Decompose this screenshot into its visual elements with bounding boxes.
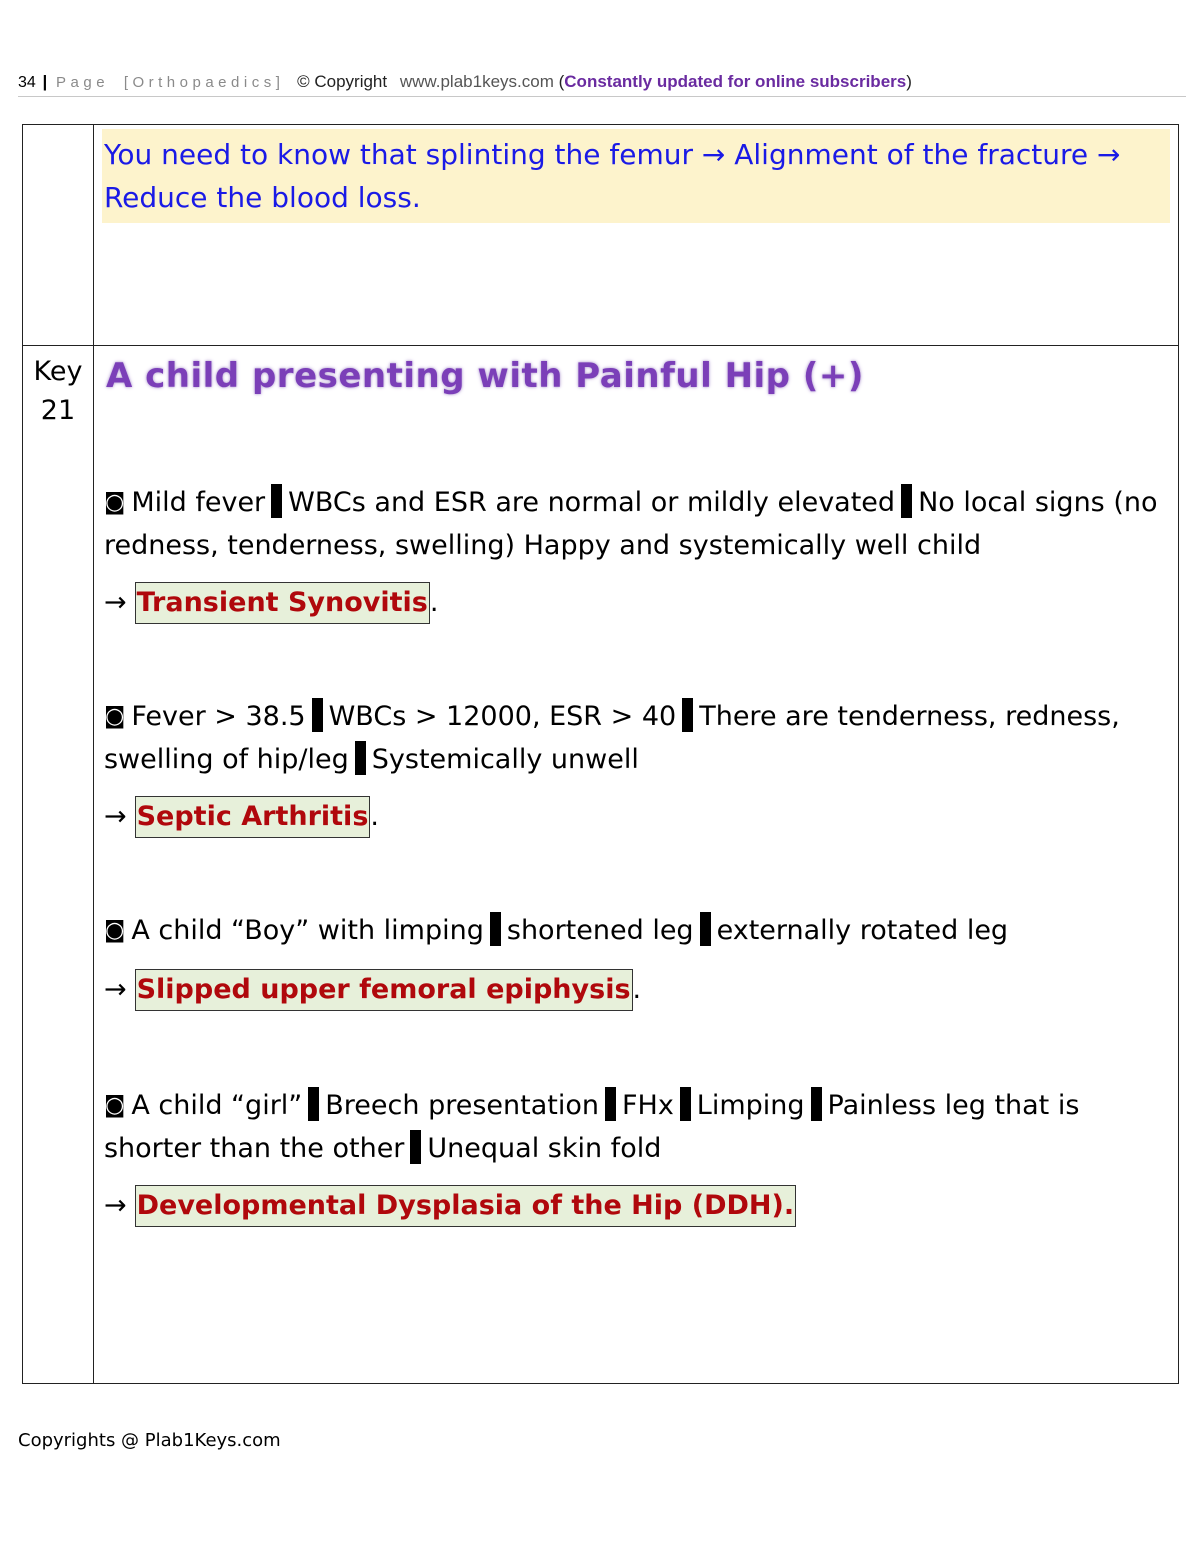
- key-cell: [23, 125, 94, 346]
- diagnosis-line: [104, 967, 1178, 1013]
- finding: Systemically unwell: [371, 744, 639, 775]
- finding: No local signs (no redness, tenderness, swelling) Happy and systemically well child: [103, 487, 1158, 561]
- finding: Mild fever: [131, 487, 266, 518]
- separator-bar-icon: [682, 698, 693, 732]
- diagnosis-suffix: .: [632, 974, 642, 1005]
- bullet-icon: ◙: [103, 1093, 126, 1118]
- separator-bar-icon: [271, 484, 282, 518]
- separator-bar-icon: [312, 698, 323, 732]
- finding: Limping: [696, 1090, 805, 1121]
- finding: Breech presentation: [325, 1090, 599, 1121]
- finding: Fever > 38.5: [131, 701, 306, 732]
- diagnosis-label: Septic Arthritis: [135, 796, 371, 838]
- arrow-right-icon: →: [103, 974, 127, 1005]
- header-separator: |: [42, 72, 48, 91]
- finding: WBCs and ESR are normal or mildly elevated: [288, 487, 896, 518]
- diagnosis-label: Developmental Dysplasia of the Hip (DDH).: [135, 1185, 797, 1227]
- diagnosis-line: [104, 1183, 1178, 1229]
- key-number: 21: [40, 395, 76, 426]
- clinical-entry: [104, 696, 1166, 780]
- diagnosis-label: Transient Synovitis: [135, 582, 430, 624]
- separator-bar-icon: [811, 1087, 822, 1121]
- diagnosis-suffix: .: [429, 587, 439, 618]
- diagnosis-suffix: .: [370, 801, 379, 832]
- femur-splint-note: You need to know that splinting the femur → Alignment of the fracture → Reduce the blood loss.: [102, 129, 1170, 223]
- key-label: [23, 346, 93, 430]
- separator-bar-icon: [308, 1087, 319, 1121]
- diagnosis-line: [104, 794, 1178, 840]
- table-row: [23, 125, 1179, 346]
- separator-bar-icon: [680, 1087, 691, 1121]
- content-cell: [93, 346, 1178, 1384]
- diagnosis-line: [104, 580, 1178, 626]
- table-row: [23, 346, 1179, 1384]
- bullet-icon: ◙: [103, 490, 126, 515]
- site-link[interactable]: www.plab1keys.com: [399, 72, 554, 91]
- finding: A child “girl”: [131, 1090, 303, 1121]
- separator-bar-icon: [901, 484, 912, 518]
- clinical-entry: [104, 910, 1166, 953]
- note-paren-open: (: [558, 72, 565, 91]
- finding: FHx: [621, 1090, 674, 1121]
- diagnosis-label: Slipped upper femoral epiphysis: [135, 969, 633, 1011]
- finding: WBCs > 12000, ESR > 40: [328, 701, 677, 732]
- key-cell: [23, 346, 94, 1384]
- finding: A child “Boy” with limping: [131, 915, 484, 946]
- finding: shortened leg: [506, 915, 694, 946]
- arrow-right-icon: →: [103, 1190, 127, 1221]
- clinical-entry: [104, 482, 1166, 566]
- note-paren-close: ): [906, 72, 912, 91]
- clinical-entry: [104, 1085, 1166, 1169]
- subscriber-note: Constantly updated for online subscribers: [564, 72, 907, 91]
- finding: externally rotated leg: [716, 915, 1009, 946]
- key-word: Key: [33, 356, 83, 387]
- separator-bar-icon: [410, 1130, 421, 1164]
- finding: Unequal skin fold: [427, 1133, 662, 1164]
- section-title: A child presenting with Painful Hip (+): [105, 356, 864, 396]
- separator-bar-icon: [605, 1087, 616, 1121]
- separator-bar-icon: [355, 741, 366, 775]
- page-word: Page: [56, 74, 110, 91]
- finding: Painless leg that is shorter than the other: [103, 1090, 1080, 1164]
- section-label: [Orthopaedics]: [123, 74, 285, 91]
- separator-bar-icon: [700, 912, 711, 946]
- copyright-label: © Copyright: [297, 72, 388, 91]
- content-table: [22, 124, 1179, 1384]
- separator-bar-icon: [490, 912, 501, 946]
- arrow-right-icon: →: [103, 587, 127, 618]
- bullet-icon: ◙: [103, 918, 126, 943]
- content-cell: [93, 125, 1178, 346]
- page-footer: Copyrights @ Plab1Keys.com: [18, 1430, 281, 1451]
- finding: There are tenderness, redness, swelling of hip/leg: [103, 701, 1120, 775]
- arrow-right-icon: →: [103, 801, 127, 832]
- page-header: [18, 72, 1186, 97]
- bullet-icon: ◙: [103, 704, 126, 729]
- page-number: 34: [18, 74, 36, 91]
